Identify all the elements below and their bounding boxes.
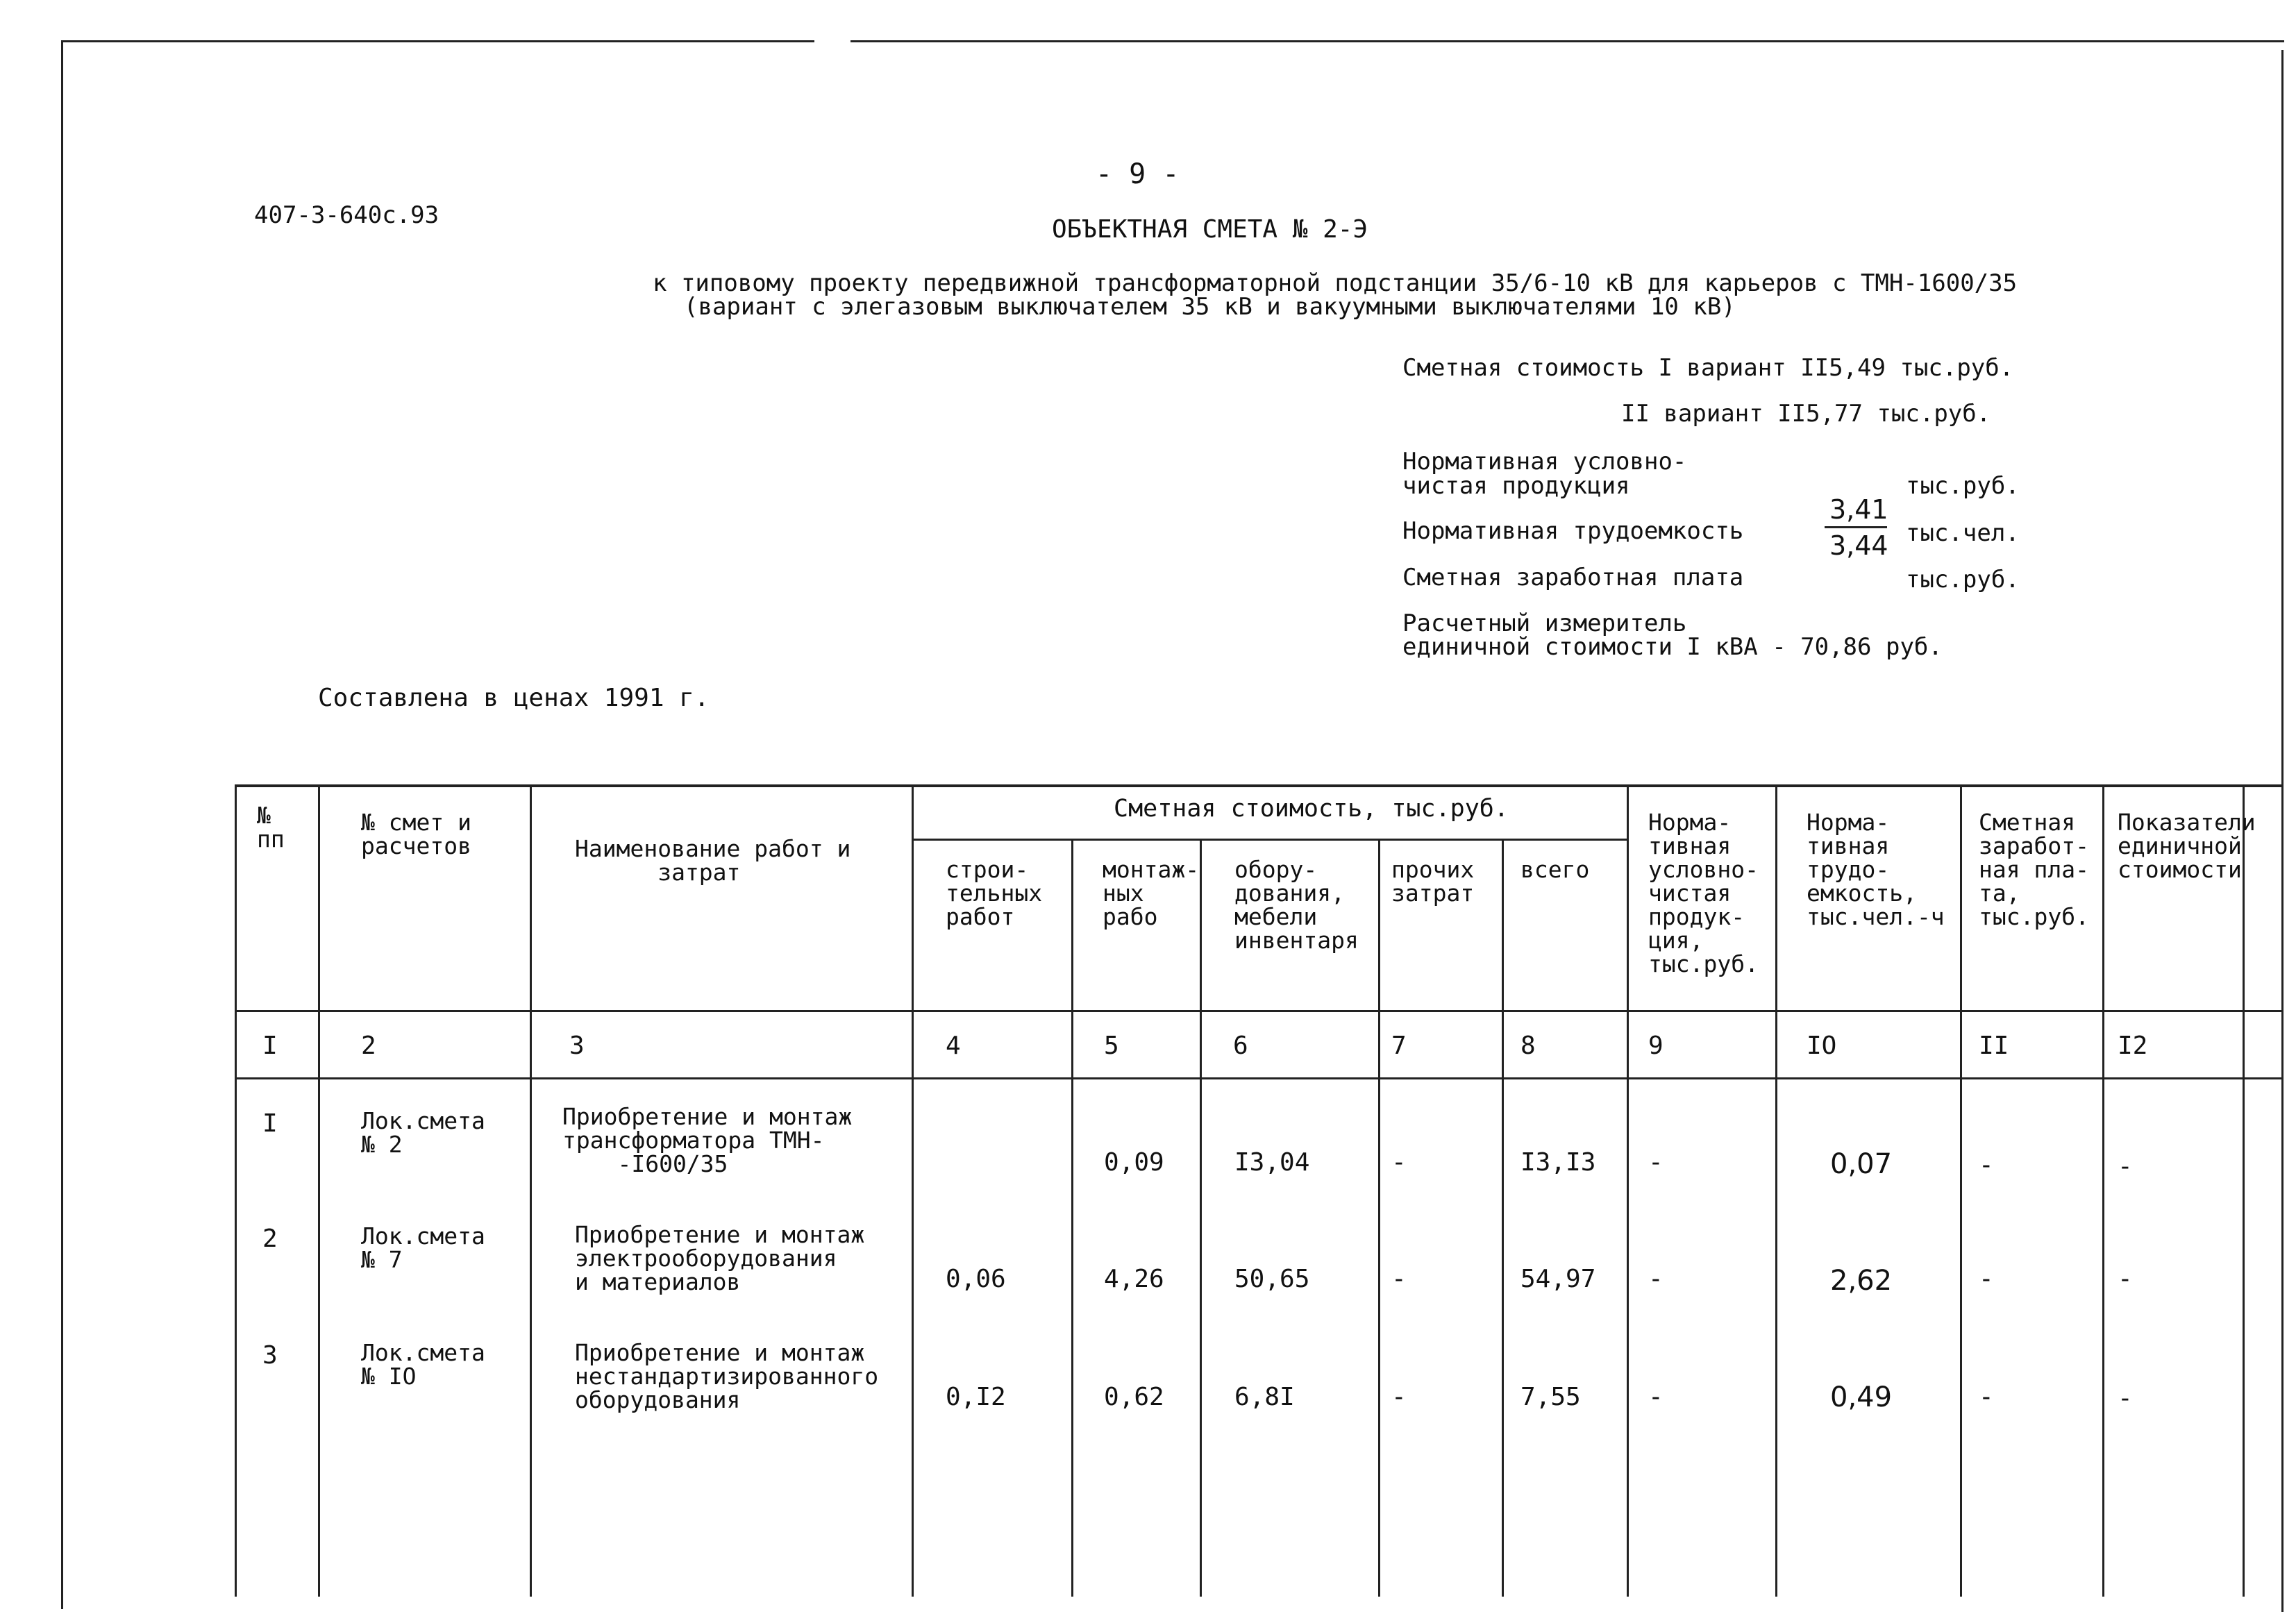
col-line-11: [2102, 784, 2104, 1597]
row-net-product: -: [1648, 1383, 1664, 1411]
header-wage: Сметная заработ- ная пла- та, тыс.руб.: [1979, 809, 2089, 930]
unit-meter-label-1: Расчетный измеритель: [1402, 609, 1687, 637]
colnum-bottom-border: [235, 1077, 2281, 1079]
header-estimate-ref: № смет и расчетов: [361, 809, 471, 859]
row-indicators: -: [2118, 1152, 2133, 1181]
colnum-10: IO: [1807, 1032, 1837, 1060]
row-net-product: -: [1648, 1265, 1664, 1293]
row-total: 54,97: [1520, 1265, 1596, 1293]
row-installation: 0,09: [1104, 1148, 1164, 1177]
header-cost-group: Сметная стоимость, тыс.руб.: [1114, 795, 1509, 823]
labor-value-handwritten-bottom: 3,44: [1829, 530, 1888, 561]
row-estimate-ref: Лок.смета № 2: [361, 1107, 485, 1158]
wage-unit: тыс.руб.: [1906, 566, 2020, 594]
labor-unit: тыс.чел.: [1906, 519, 2020, 547]
colnum-3: 3: [569, 1032, 585, 1060]
row-labor: 0,07: [1830, 1148, 1893, 1180]
colnum-7: 7: [1391, 1032, 1407, 1060]
group-header-divider: [912, 839, 1627, 841]
row-work-name: Приобретение и монтаж электрооборудования и материалов: [575, 1221, 865, 1295]
table-top-border: [235, 784, 2281, 787]
row-estimate-ref: Лок.смета № 7: [361, 1222, 485, 1273]
row-equipment: 50,65: [1234, 1265, 1310, 1293]
row-equipment: I3,04: [1234, 1148, 1310, 1177]
cost-variant-2: II вариант II5,77 тыс.руб.: [1621, 400, 1991, 428]
col-line-9: [1775, 784, 1777, 1597]
row-other: -: [1391, 1265, 1407, 1293]
header-indicators: Показатели единичной стоимости: [2118, 809, 2256, 883]
col-line-8: [1627, 784, 1629, 1597]
colnum-4: 4: [946, 1032, 961, 1060]
row-indicators: -: [2118, 1384, 2133, 1413]
row-wage: -: [1979, 1265, 1994, 1293]
row-estimate-ref: Лок.смета № IO: [361, 1339, 485, 1390]
header-labor: Норма- тивная трудо- емкость, тыс.чел.-ч: [1807, 809, 1945, 930]
row-total: 7,55: [1520, 1383, 1581, 1411]
unit-meter-label-2: единичной стоимости I кВА - 70,86 руб.: [1402, 633, 1943, 661]
colnum-2: 2: [361, 1032, 376, 1060]
header-total: всего: [1520, 856, 1590, 883]
labor-label: Нормативная трудоемкость: [1402, 517, 1744, 545]
header-work-name: Наименование работ и затрат: [575, 835, 851, 886]
header-net-product: Норма- тивная условно- чистая продук- ция, тыс.руб.: [1648, 809, 1759, 977]
page-frame-top-right: [850, 40, 2284, 42]
row-work-name: Приобретение и монтаж нестандартизированного оборудования: [575, 1339, 879, 1413]
col-line-0: [235, 784, 237, 1597]
colnum-1: I: [262, 1032, 278, 1060]
document-number: 407-3-640с.93: [254, 201, 439, 229]
row-number: 3: [262, 1341, 278, 1370]
labor-value-handwritten-top: 3,41: [1829, 494, 1888, 525]
col-line-5: [1200, 839, 1202, 1597]
net-product-label-2: чистая продукция: [1402, 472, 1630, 500]
col-line-10: [1960, 784, 1962, 1597]
row-installation: 0,62: [1104, 1383, 1164, 1411]
row-number: 2: [262, 1225, 278, 1253]
cost-variant-1: Сметная стоимость I вариант II5,49 тыс.руб.: [1402, 354, 2014, 382]
row-labor: 2,62: [1830, 1265, 1893, 1297]
page-frame-top-left: [61, 40, 814, 42]
prices-note: Составлена в ценах 1991 г.: [318, 684, 710, 712]
page-frame-left: [61, 40, 63, 1609]
header-row-number: № пп: [257, 802, 285, 852]
col-line-12: [2243, 784, 2245, 1597]
fraction-line: [1825, 526, 1887, 528]
col-line-3: [912, 784, 914, 1597]
colnum-6: 6: [1233, 1032, 1248, 1060]
row-installation: 4,26: [1104, 1265, 1164, 1293]
row-wage: -: [1979, 1151, 1994, 1179]
col-line-7: [1502, 839, 1504, 1597]
net-product-unit: тыс.руб.: [1906, 472, 2020, 500]
row-other: -: [1391, 1148, 1407, 1177]
subtitle-line-2: (вариант с элегазовым выключателем 35 кВ и вакуумными выключателями 10 кВ): [684, 293, 1736, 321]
col-line-6: [1378, 839, 1380, 1597]
header-construction: строи- тельных работ: [946, 856, 1043, 930]
colnum-5: 5: [1104, 1032, 1119, 1060]
col-line-4: [1071, 839, 1073, 1597]
colnum-8: 8: [1520, 1032, 1536, 1060]
row-net-product: -: [1648, 1148, 1664, 1177]
col-line-2: [530, 784, 532, 1597]
row-total: I3,I3: [1520, 1148, 1596, 1177]
wage-label: Сметная заработная плата: [1402, 564, 1744, 591]
col-line-1: [318, 784, 320, 1597]
header-bottom-border: [235, 1010, 2281, 1012]
row-equipment: 6,8I: [1234, 1383, 1295, 1411]
row-construction: 0,I2: [946, 1383, 1006, 1411]
row-work-name: Приобретение и монтаж трансформатора ТМН- -I600/35: [562, 1103, 853, 1177]
page-title: ОБЪЕКТНАЯ СМЕТА № 2-Э: [1052, 215, 1368, 244]
row-construction: 0,06: [946, 1265, 1006, 1293]
colnum-9: 9: [1648, 1032, 1664, 1060]
page-number: - 9 -: [1096, 158, 1180, 190]
colnum-11: II: [1979, 1032, 2009, 1060]
row-wage: -: [1979, 1383, 1994, 1411]
page-frame-right: [2281, 50, 2284, 1612]
subtitle-line-1: к типовому проекту передвижной трансформаторной подстанции 35/6-10 кВ для карьеров с ТМН-1600/35: [653, 269, 2018, 297]
header-other: прочих затрат: [1391, 856, 1475, 907]
header-installation: монтаж- ных рабо: [1103, 856, 1200, 930]
row-indicators: -: [2118, 1265, 2133, 1293]
row-labor: 0,49: [1830, 1381, 1893, 1413]
net-product-label-1: Нормативная условно-: [1402, 448, 1687, 476]
header-equipment: обору- дования, мебели инвентаря: [1234, 856, 1359, 954]
row-other: -: [1391, 1383, 1407, 1411]
row-number: I: [262, 1109, 278, 1138]
colnum-12: I2: [2118, 1032, 2148, 1060]
